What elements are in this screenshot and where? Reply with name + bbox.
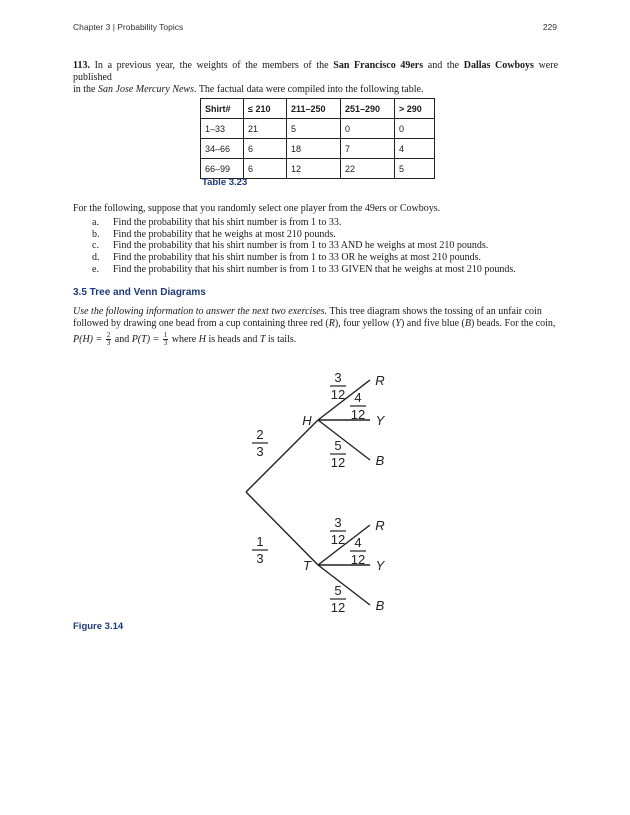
exercise-text: In a previous year, the weights of the members of the [89, 60, 334, 71]
symbol-h: H [198, 333, 206, 345]
table-caption: Table 3.23 [202, 177, 248, 188]
symbol-r: R [328, 318, 335, 329]
item-letter: b. [92, 228, 100, 240]
table-cell: 66–99 [201, 159, 244, 179]
table-cell: 22 [341, 159, 395, 179]
table-cell: 12 [287, 159, 341, 179]
bead-probability-y-denominator: 12 [350, 407, 366, 422]
bead-probability-r-numerator: 3 [334, 515, 342, 530]
table-cell: 6 [244, 139, 287, 159]
bead-label-b: B [375, 598, 385, 613]
coin-node-label-h: H [302, 413, 312, 428]
coin-probability-t-numerator: 1 [256, 534, 264, 549]
paragraph-text: followed by drawing one bead from a cup containing three red ( [73, 318, 329, 329]
table-cell: 0 [341, 119, 395, 139]
exercise-text: and the [423, 60, 464, 71]
column-header: 251–290 [341, 99, 395, 119]
table-cell: 5 [287, 119, 341, 139]
paragraph-text: and [112, 333, 132, 345]
bead-probability-b-denominator: 12 [330, 455, 346, 470]
questions-intro: For the following, suppose that you randomly select one player from the 49ers or Cowboys. [73, 203, 441, 214]
bead-probability-y-numerator: 4 [354, 535, 362, 550]
bead-probability-y-numerator: 4 [354, 390, 362, 405]
table-cell: 18 [287, 139, 341, 159]
bead-probability-b-numerator: 5 [334, 583, 342, 598]
coin-probability-t-denominator: 3 [256, 551, 264, 566]
source-name: San Jose Mercury News [98, 84, 194, 95]
item-text: Find the probability that his shirt number is from 1 to 33 AND he weighs at most 210 pounds. [113, 240, 489, 252]
bead-label-y: Y [375, 413, 385, 428]
page-number: 229 [542, 22, 557, 32]
column-header: 211–250 [287, 99, 341, 119]
table-cell: 1–33 [201, 119, 244, 139]
item-text: Find the probability that he weighs at most 210 pounds. [113, 228, 336, 240]
figure-caption: Figure 3.14 [73, 621, 124, 632]
bead-label-y: Y [375, 558, 385, 573]
bead-probability-b-denominator: 12 [330, 600, 346, 615]
section-title: 3.5 Tree and Venn Diagrams [73, 287, 206, 298]
table-cell: 5 [395, 159, 435, 179]
coin-probability-h-denominator: 3 [256, 444, 264, 459]
italic-lead: Use the following information to answer the next two exercises. [73, 306, 328, 317]
bead-probability-r-denominator: 12 [330, 532, 346, 547]
p-heads: P(H) = [73, 333, 103, 345]
fraction-denominator: 3 [163, 339, 168, 347]
p-tails: P(T) = [131, 333, 160, 345]
paragraph-text: ) and five blue ( [400, 318, 465, 329]
team-cowboys: Dallas Cowboys [463, 60, 534, 71]
exercise-text: . The factual data were compiled into the following table. [194, 84, 424, 95]
fraction-numerator: 1 [163, 331, 168, 339]
symbol-t: T [259, 333, 266, 345]
coin-node-label-t: T [303, 558, 311, 573]
running-header-chapter: Chapter 3 | Probability Topics [73, 22, 184, 32]
bead-probability-r-denominator: 12 [330, 387, 346, 402]
table-cell: 7 [341, 139, 395, 159]
coin-probability-h-numerator: 2 [256, 427, 264, 442]
exercise-number: 113. [73, 60, 90, 71]
table-cell: 0 [395, 119, 435, 139]
symbol-b: B [464, 318, 471, 329]
paragraph-text: is heads and [205, 333, 260, 345]
fraction-numerator: 2 [106, 331, 111, 339]
item-letter: e. [92, 263, 99, 275]
table-cell: 6 [244, 159, 287, 179]
bead-label-r: R [375, 518, 385, 533]
item-letter: c. [92, 240, 99, 252]
paragraph-text: is tails. [265, 333, 297, 345]
column-header: > 290 [395, 99, 435, 119]
team-49ers: San Francisco 49ers [333, 60, 424, 71]
paragraph-text: where [169, 333, 199, 345]
bead-probability-r-numerator: 3 [334, 370, 342, 385]
item-text: Find the probability that his shirt number is from 1 to 33. [113, 217, 342, 228]
item-letter: a. [92, 217, 99, 228]
bead-label-r: R [375, 373, 385, 388]
item-letter: d. [92, 252, 100, 264]
paragraph-text: This tree diagram shows the tossing of an unfair coin [327, 306, 542, 317]
bead-probability-b-numerator: 5 [334, 438, 342, 453]
item-text: Find the probability that his shirt number is from 1 to 33 OR he weighs at most 210 pounds. [113, 252, 482, 264]
exercise-text: were published [73, 60, 559, 83]
item-text: Find the probability that his shirt number is from 1 to 33 GIVEN that he weighs at most 210 pounds. [113, 263, 516, 275]
table-cell: 21 [244, 119, 287, 139]
fraction-denominator: 3 [106, 339, 111, 347]
bead-probability-y-denominator: 12 [350, 552, 366, 567]
paragraph-text: ) beads. For the coin, [470, 318, 556, 329]
paragraph-text: ), four yellow ( [334, 318, 396, 329]
column-header: ≤ 210 [244, 99, 287, 119]
exercise-text: in the [73, 84, 98, 95]
table-cell: 4 [395, 139, 435, 159]
bead-label-b: B [375, 453, 385, 468]
table-cell: 34–66 [201, 139, 244, 159]
column-header: Shirt# [201, 99, 244, 119]
symbol-y: Y [395, 318, 401, 329]
